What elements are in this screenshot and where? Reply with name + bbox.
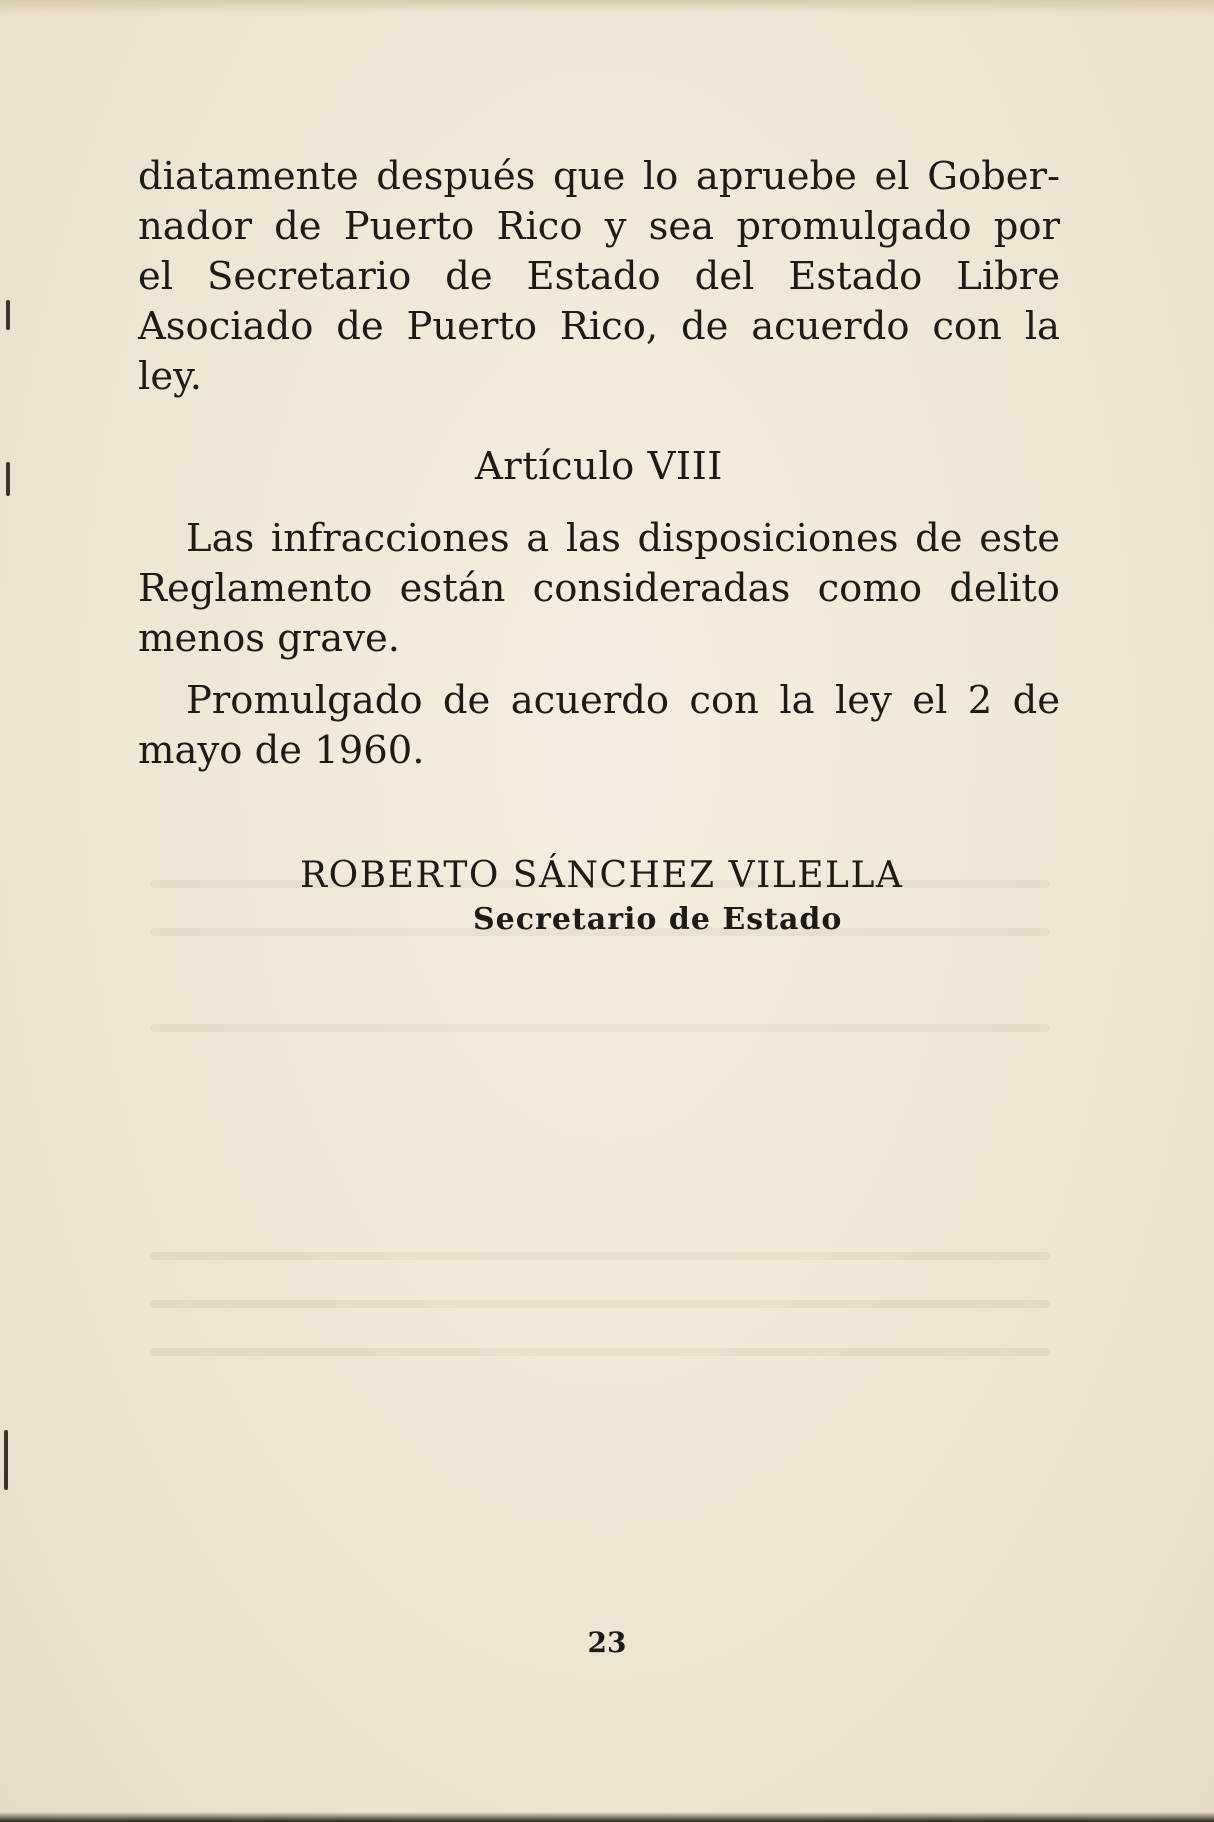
text-line: el Secretario de Estado del Estado Libre [138,254,1060,299]
text-line: Las infracciones a las disposiciones de este [186,516,1060,561]
show-through-line [150,1300,1050,1308]
signature-block [300,852,1016,940]
text-line: diatamente después que lo apruebe el Gober- [138,154,1060,199]
left-margin-mark [6,300,10,330]
page-top-shadow [0,0,1214,14]
page-number: 23 [587,1626,627,1659]
article-paragraph [138,514,1060,664]
text-line: mayo de 1960. [138,728,425,773]
text-line: ley. [138,354,202,399]
signatory-title: Secretario de Estado [473,902,843,937]
promulgation-paragraph [138,676,1060,776]
show-through-line [150,1348,1050,1356]
text-line: Reglamento están consideradas como delito [138,566,1060,611]
text-line: menos grave. [138,616,401,661]
text-line: Promulgado de acuerdo con la ley el 2 de [186,678,1060,723]
continuation-paragraph [138,152,1060,402]
text-line: nador de Puerto Rico y sea promulgado por [138,204,1060,249]
page-bottom-shadow [0,1812,1214,1822]
show-through-line [150,1024,1050,1032]
left-margin-mark [6,462,10,496]
left-margin-mark [4,1430,8,1490]
body-text [138,152,1060,776]
show-through-line [150,1252,1050,1260]
article-heading: Artículo VIII [474,444,723,489]
text-line: Asociado de Puerto Rico, de acuerdo con la [138,304,1060,349]
signatory-name: ROBERTO SÁNCHEZ VILELLA [300,855,904,896]
